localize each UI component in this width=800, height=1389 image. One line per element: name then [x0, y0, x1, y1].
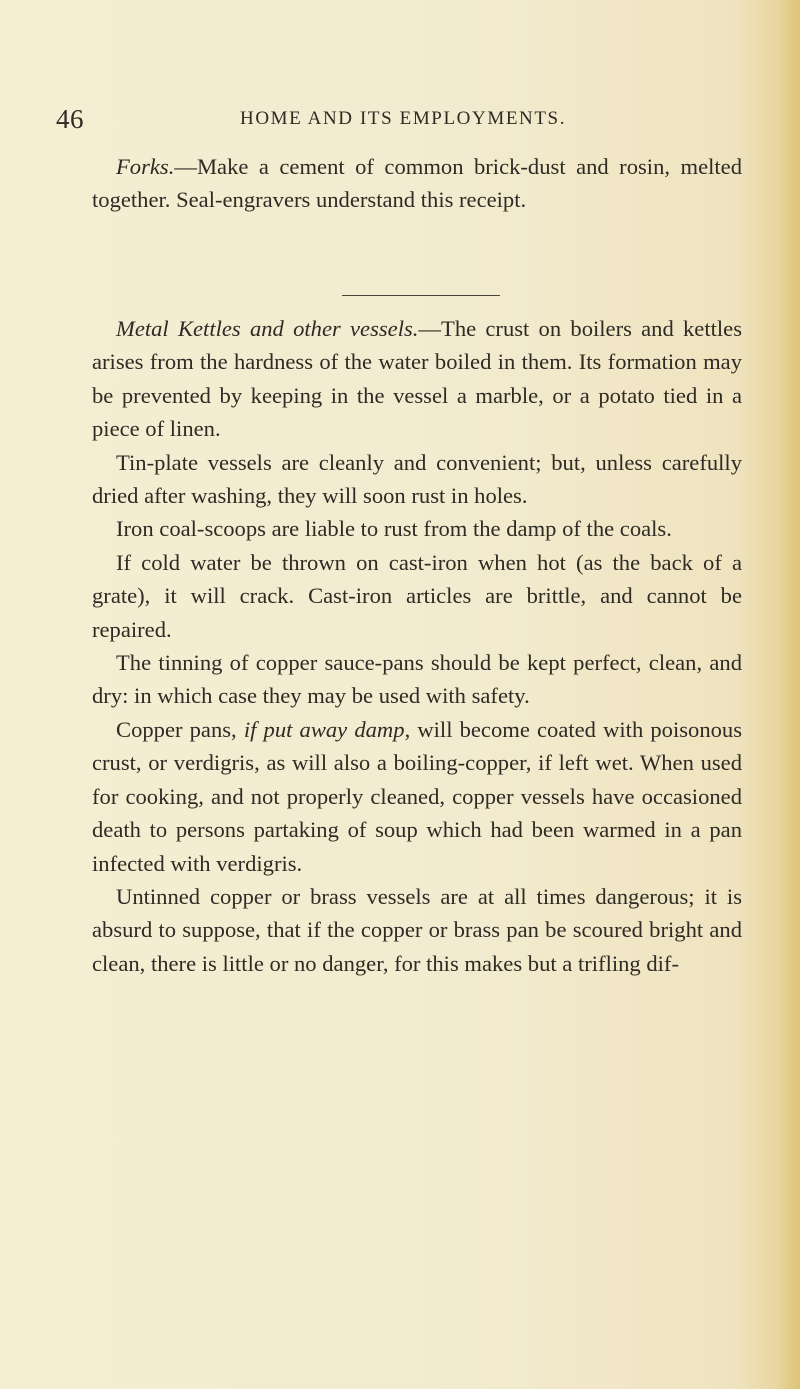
- heading-metal-kettles: Metal Kettles and other vessels.: [116, 316, 419, 341]
- paragraph-copper-pans: [92, 713, 742, 880]
- section-forks: [92, 150, 742, 217]
- heading-forks: Forks.: [116, 154, 175, 179]
- paragraph-untinned: Untinned copper or brass vessels are at all times dangerous; it is absurd to suppose, that if the copper or brass pan be scoured bright and clean, there is little or no danger, for this makes but a trifling dif-: [92, 883, 742, 976]
- paragraph-coal-scoops: Iron coal-scoops are liable to rust from the damp of the coals.: [116, 516, 672, 542]
- section-divider: [342, 295, 500, 296]
- text-forks: —Make a cement of common brick-dust and rosin, melted together. Seal-engravers understand this receipt.: [92, 154, 742, 213]
- running-head: HOME AND ITS EMPLOYMENTS.: [240, 108, 567, 129]
- page-header: [0, 104, 800, 144]
- paragraph-tinning: The tinning of copper sauce-pans should be kept perfect, clean, and dry: in which case they may be used with safety.: [92, 650, 742, 709]
- paragraph-forks: [92, 150, 742, 217]
- page-number: 46: [56, 104, 84, 134]
- paragraph-cast-iron: If cold water be thrown on cast-iron when hot (as the back of a grate), it will crack. Cast-iron articles are brittle, and cannot be repaired.: [92, 549, 742, 642]
- paragraph-kettles-intro: [92, 312, 742, 446]
- text-copper-italic: if put away damp: [243, 716, 405, 742]
- paragraph-tin-plate: Tin-plate vessels are cleanly and convenient; but, unless carefully dried after washing, they will soon rust in holes.: [92, 449, 742, 509]
- text-copper-after: , will become coated with poisonous crust, or verdigris, as will also a boiling-copper, if left wet. When used for cooking, and not properly cleaned, copper vessels have occasioned death to persons partaking of soup which had been warmed in a pan infected with verdigris.: [92, 716, 743, 876]
- section-metal-kettles: [92, 312, 742, 980]
- text-copper-before: Copper pans,: [116, 716, 244, 742]
- page-edge-shadow: [778, 0, 800, 1389]
- text-kettles-intro: —The crust on boilers and kettles arises from the hardness of the water boiled in them. Its formation may be prevented by keeping in the vessel a marble, or a potato tied in a piece of linen.: [92, 316, 742, 442]
